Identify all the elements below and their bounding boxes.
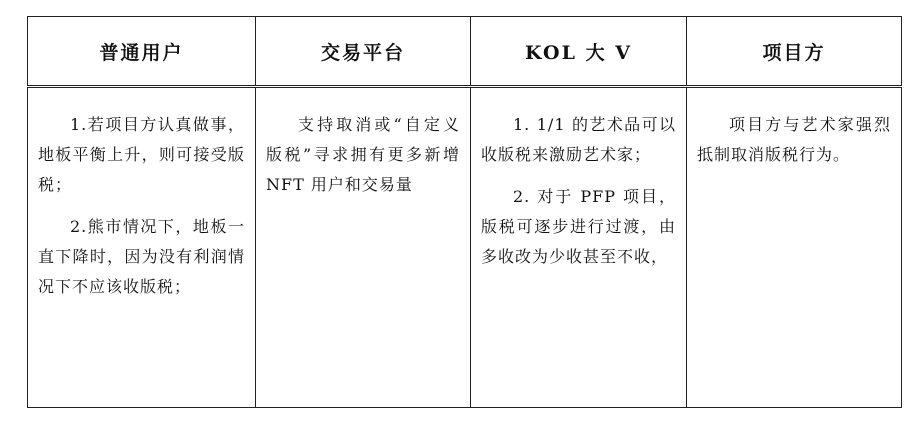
comparison-table — [27, 16, 902, 408]
cell-trading-platform — [256, 87, 471, 408]
cell-paragraph: 1. 1/1 的艺术品可以收版税来激励艺术家； — [481, 115, 676, 164]
cell-ordinary-users — [28, 87, 256, 408]
header-trading-platform: 交易平台 — [256, 17, 471, 87]
header-project-side: 项目方 — [687, 17, 902, 87]
header-row — [28, 17, 902, 87]
cell-paragraph: 支持取消或“自定义版税”寻求拥有更多新增NFT 用户和交易量 — [266, 115, 460, 194]
cell-kol — [471, 87, 687, 408]
table-header — [28, 17, 902, 87]
header-kol: KOL 大 V — [471, 17, 687, 87]
cell-paragraph: 2.熊市情况下，地板一直下降时，因为没有利润情况下不应该收版税； — [38, 217, 245, 296]
cell-project-side — [687, 87, 902, 408]
table-body — [28, 87, 902, 408]
cell-paragraph: 2. 对于 PFP 项目，版税可逐步进行过渡，由多收改为少收甚至不收， — [481, 187, 676, 266]
header-ordinary-users: 普通用户 — [28, 17, 256, 87]
cell-paragraph: 项目方与艺术家强烈抵制取消版税行为。 — [697, 115, 891, 164]
cell-paragraph: 1.若项目方认真做事，地板平衡上升，则可接受版税； — [38, 115, 245, 194]
table-row — [28, 87, 902, 408]
